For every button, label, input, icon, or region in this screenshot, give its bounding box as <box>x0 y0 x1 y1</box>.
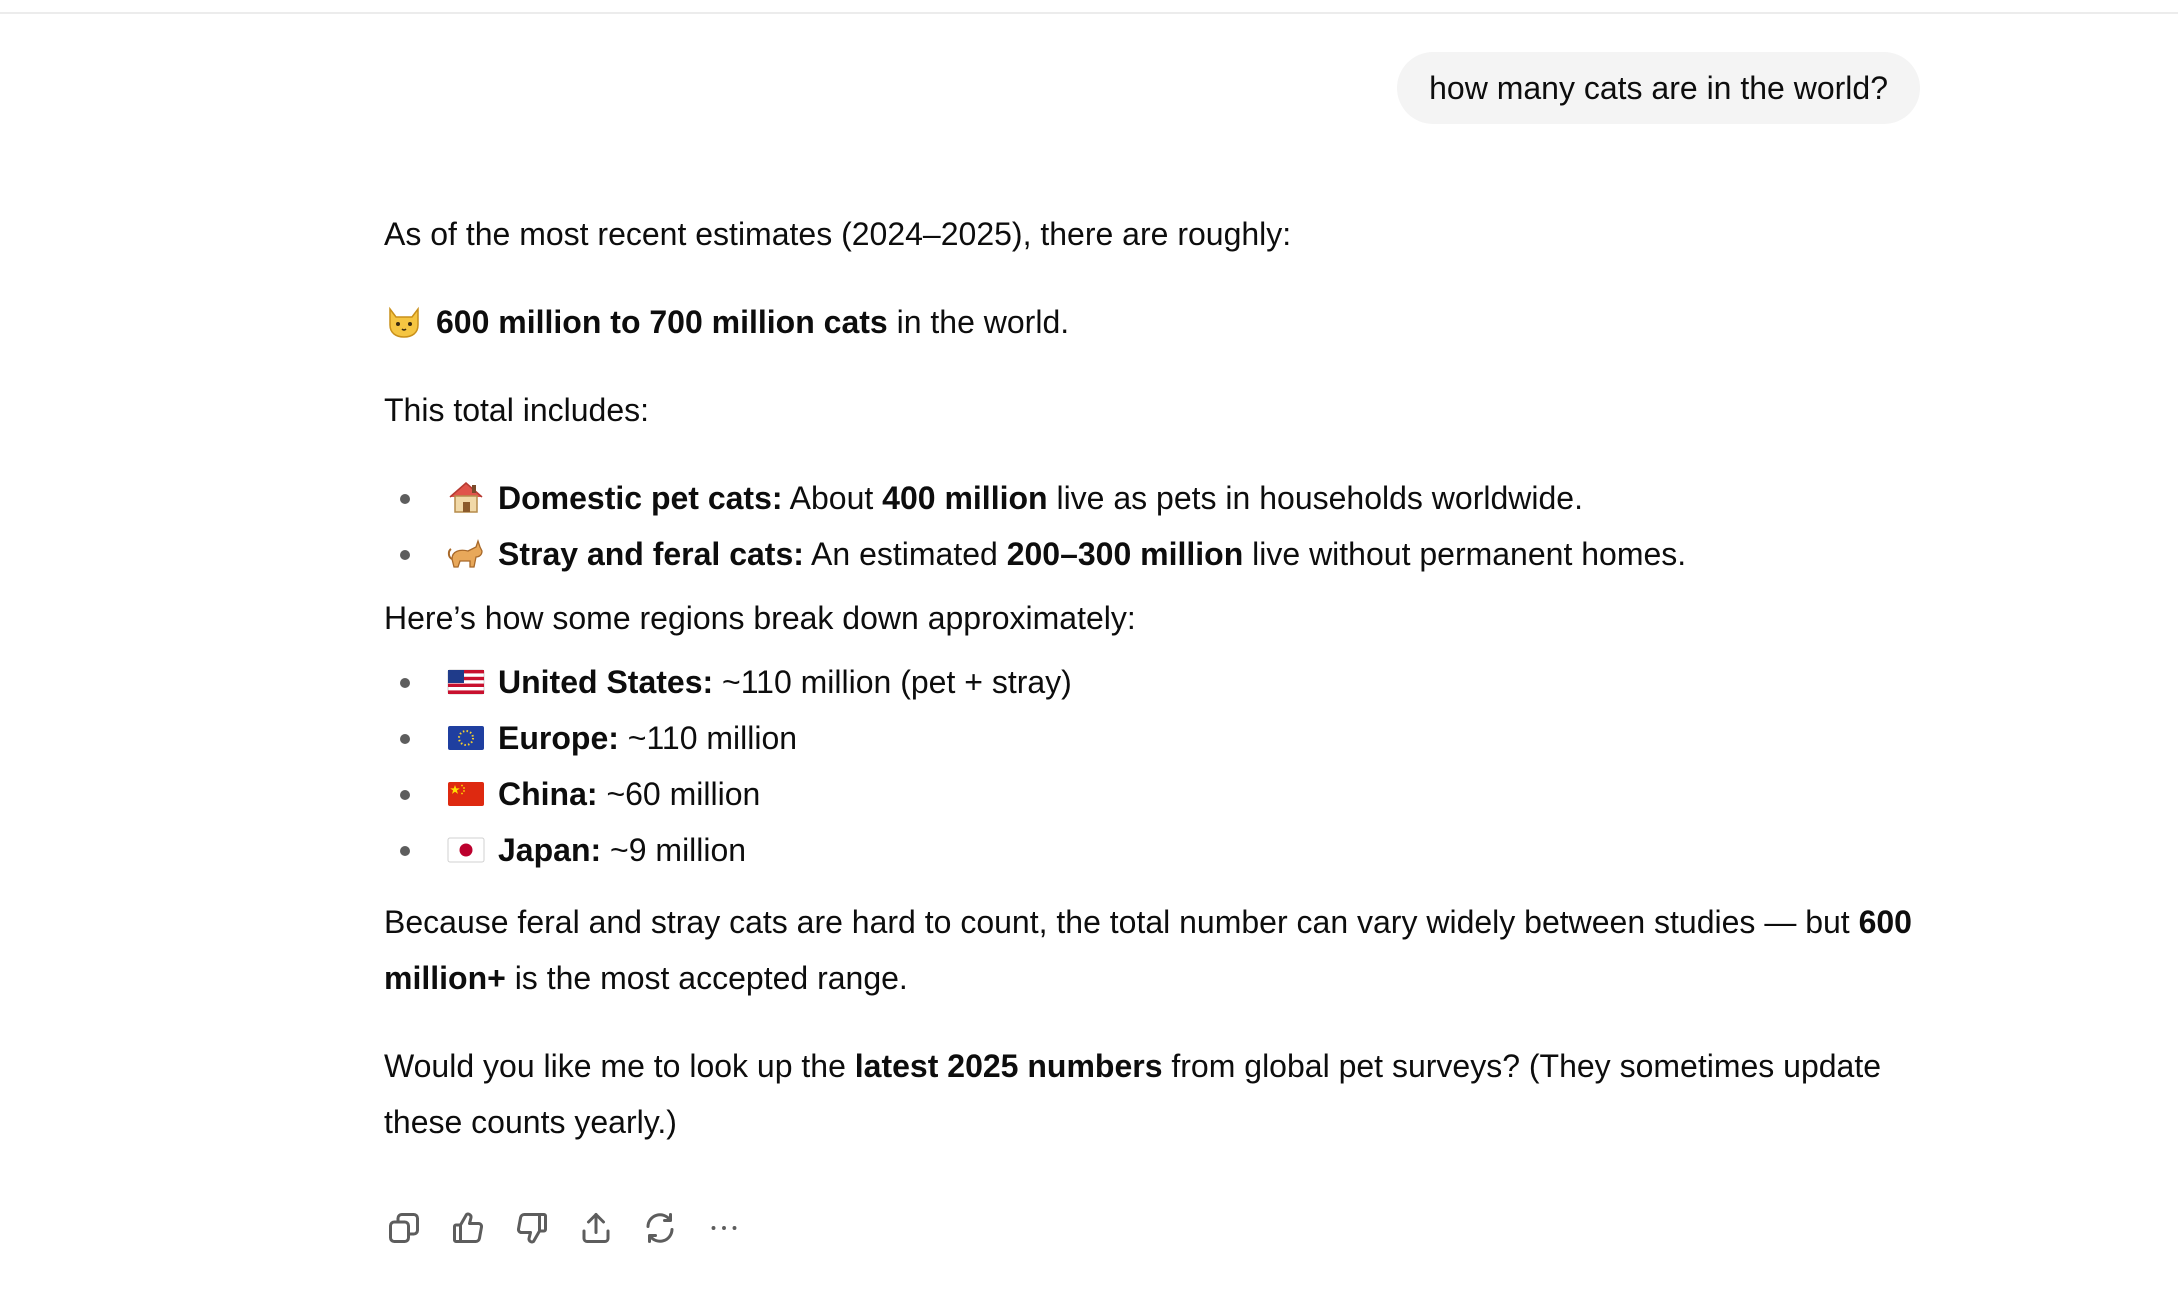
followup-paragraph <box>384 1038 1924 1150</box>
domestic-pre: About <box>782 480 883 516</box>
followup-post: from global pet surveys? (They sometimes update these counts yearly.) <box>384 1048 1882 1140</box>
share-icon <box>578 1210 614 1246</box>
stray-value: 200–300 million <box>1006 536 1244 572</box>
region-label: China: <box>498 776 598 812</box>
caveat-bold: 600 million+ <box>384 904 1912 996</box>
region-value: ~60 million <box>597 776 761 812</box>
intro-text: As of the most recent estimates (2024–2025), there are roughly: <box>384 216 1292 252</box>
region-label: Europe: <box>498 720 619 756</box>
headline-rest: in the world. <box>887 304 1070 340</box>
includes-list <box>384 470 1924 582</box>
region-value: ~9 million <box>601 832 747 868</box>
share-button[interactable] <box>576 1208 616 1248</box>
followup-pre: Would you like me to look up the <box>384 1048 855 1084</box>
stray-label: Stray and feral cats: <box>498 536 804 572</box>
regenerate-button[interactable] <box>640 1208 680 1248</box>
china-flag-icon <box>446 773 486 813</box>
list-item <box>384 654 1924 710</box>
list-item <box>384 766 1924 822</box>
assistant-response <box>384 206 1924 1150</box>
thumbs-down-button[interactable] <box>512 1208 552 1248</box>
domestic-post: live as pets in households worldwide. <box>1047 480 1583 516</box>
caveat-paragraph <box>384 894 1924 1006</box>
list-item <box>384 822 1924 878</box>
region-value: ~110 million <box>618 720 798 756</box>
stray-pre: An estimated <box>803 536 1007 572</box>
regions-list <box>384 654 1924 878</box>
domestic-label: Domestic pet cats: <box>498 480 783 516</box>
copy-button[interactable] <box>384 1208 424 1248</box>
more-icon <box>706 1210 742 1246</box>
followup-bold: latest 2025 numbers <box>854 1048 1163 1084</box>
message-actions <box>384 1208 744 1248</box>
thumbs-up-button[interactable] <box>448 1208 488 1248</box>
list-item <box>384 526 1924 582</box>
eu-flag-icon <box>446 717 486 757</box>
house-icon <box>446 477 486 517</box>
thumbs-down-icon <box>514 1210 550 1246</box>
caveat-post: is the most accepted range. <box>505 960 908 996</box>
user-message-text: how many cats are in the world? <box>1429 70 1888 106</box>
copy-icon <box>386 1210 422 1246</box>
cat-icon <box>446 533 486 573</box>
stray-post: live without permanent homes. <box>1243 536 1687 572</box>
headline-bold: 600 million to 700 million cats <box>436 304 888 340</box>
refresh-icon <box>642 1210 678 1246</box>
user-message-bubble <box>1397 52 1920 124</box>
cat-face-icon <box>384 301 424 341</box>
list-item <box>384 710 1924 766</box>
includes-label: This total includes: <box>384 392 650 428</box>
headline-paragraph <box>384 294 1924 350</box>
japan-flag-icon <box>446 829 486 869</box>
regions-label: Here’s how some regions break down approximately: <box>384 600 1136 636</box>
region-label: Japan: <box>498 832 602 868</box>
region-value: ~110 million (pet + stray) <box>713 664 1072 700</box>
thumbs-up-icon <box>450 1210 486 1246</box>
domestic-value: 400 million <box>882 480 1048 516</box>
more-button[interactable] <box>704 1208 744 1248</box>
top-divider <box>0 12 2178 14</box>
us-flag-icon <box>446 661 486 701</box>
caveat-pre: Because feral and stray cats are hard to count, the total number can vary widely between studies — but <box>384 904 1859 940</box>
region-label: United States: <box>498 664 714 700</box>
list-item <box>384 470 1924 526</box>
